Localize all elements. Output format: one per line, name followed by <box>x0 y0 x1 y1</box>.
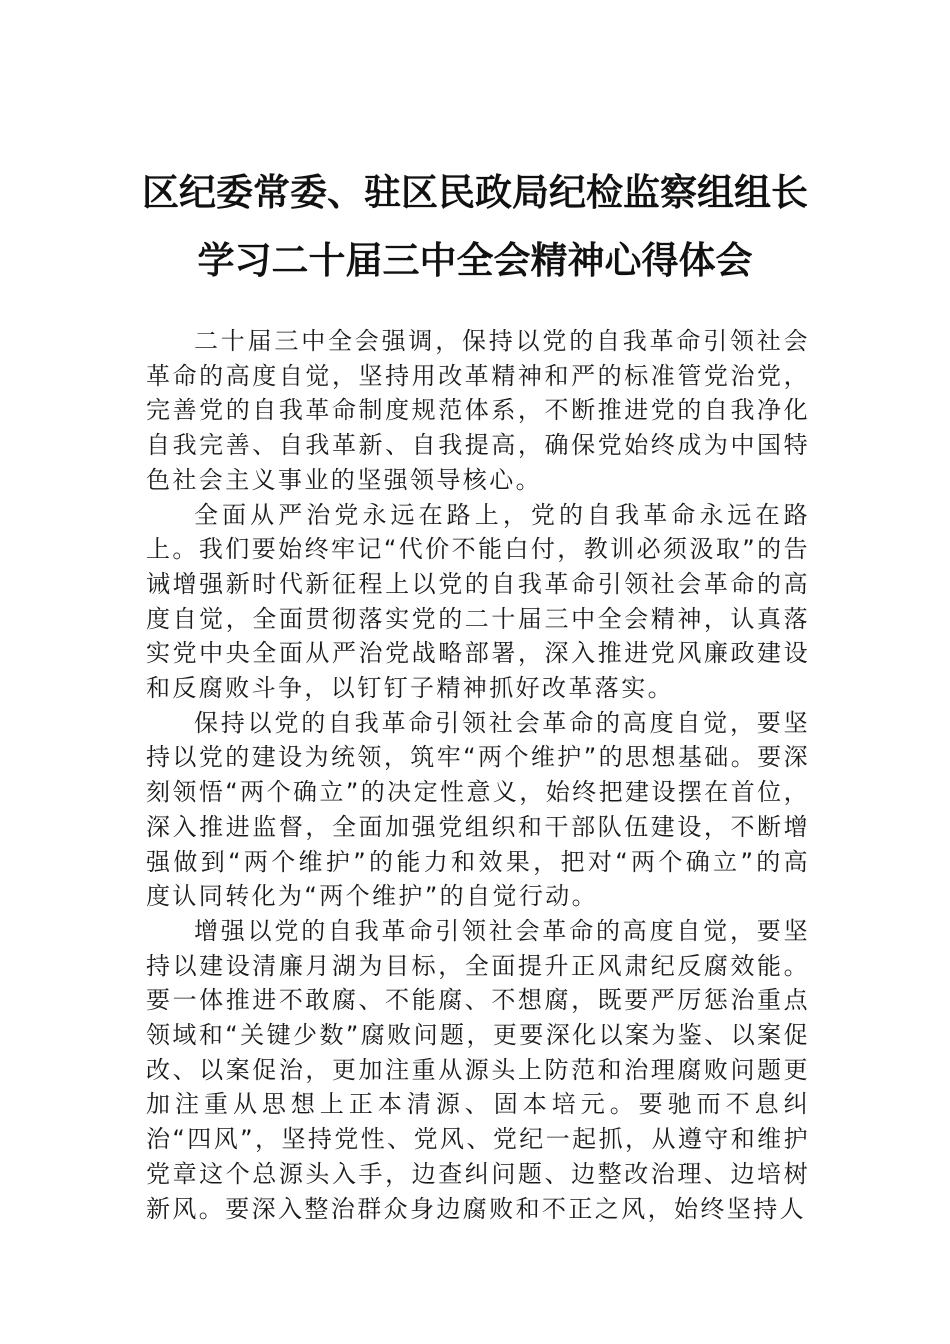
paragraph-2: 全面从严治党永远在路上，党的自我革命永远在路上。我们要始终牢记“代价不能白付，教训必须汲取”的告诫增强新时代新征程上以党的自我革命引领社会革命的高度自觉，全面贯彻落实党的二十届三中全会精神，认真落实党中央全面从严治党战略部署，深入推进党风廉政建设和反腐败斗争，以钉钉子精神抓好改革落实。 <box>146 500 810 703</box>
paragraph-1: 二十届三中全会强调，保持以党的自我革命引领社会革命的高度自觉，坚持用改革精神和严的标准管党治党，完善党的自我革命制度规范体系，不断推进党的自我净化自我完善、自我革新、自我提高，确保党始终成为中国特色社会主义事业的坚强领导核心。 <box>146 327 810 494</box>
document-title-line-2: 学习二十届三中全会精神心得体会 <box>197 238 753 282</box>
paragraph-3: 保持以党的自我革命引领社会革命的高度自觉，要坚持以党的建设为统领，筑牢“两个维护”的思想基础。要深刻领悟“两个确立”的决定性意义，始终把建设摆在首位，深入推进监督，全面加强党组织和干部队伍建设，不断增强做到“两个维护”的能力和效果，把对“两个确立”的高度认同转化为“两个维护”的自觉行动。 <box>146 708 810 911</box>
document-body <box>146 324 810 1226</box>
document-title-line-1: 区纪委常委、驻区民政局纪检监察组组长 <box>142 170 808 214</box>
paragraph-4: 增强以党的自我革命引领社会革命的高度自觉，要坚持以建设清廉月湖为目标，全面提升正风肃纪反腐效能。要一体推进不敢腐、不能腐、不想腐，既要严厉惩治重点领域和“关键少数”腐败问题，更要深化以案为鉴、以案促改、以案促治，更加注重从源头上防范和治理腐败问题更加注重从思想上正本清源、固本培元。要驰而不息纠治“四风”，坚持党性、党风、党纪一起抓，从遵守和维护党章这个总源头入手，边查纠问题、边整改治理、边培树新风。要深入整治群众身边腐败和不正之风，始终坚持人 <box>146 916 810 1223</box>
